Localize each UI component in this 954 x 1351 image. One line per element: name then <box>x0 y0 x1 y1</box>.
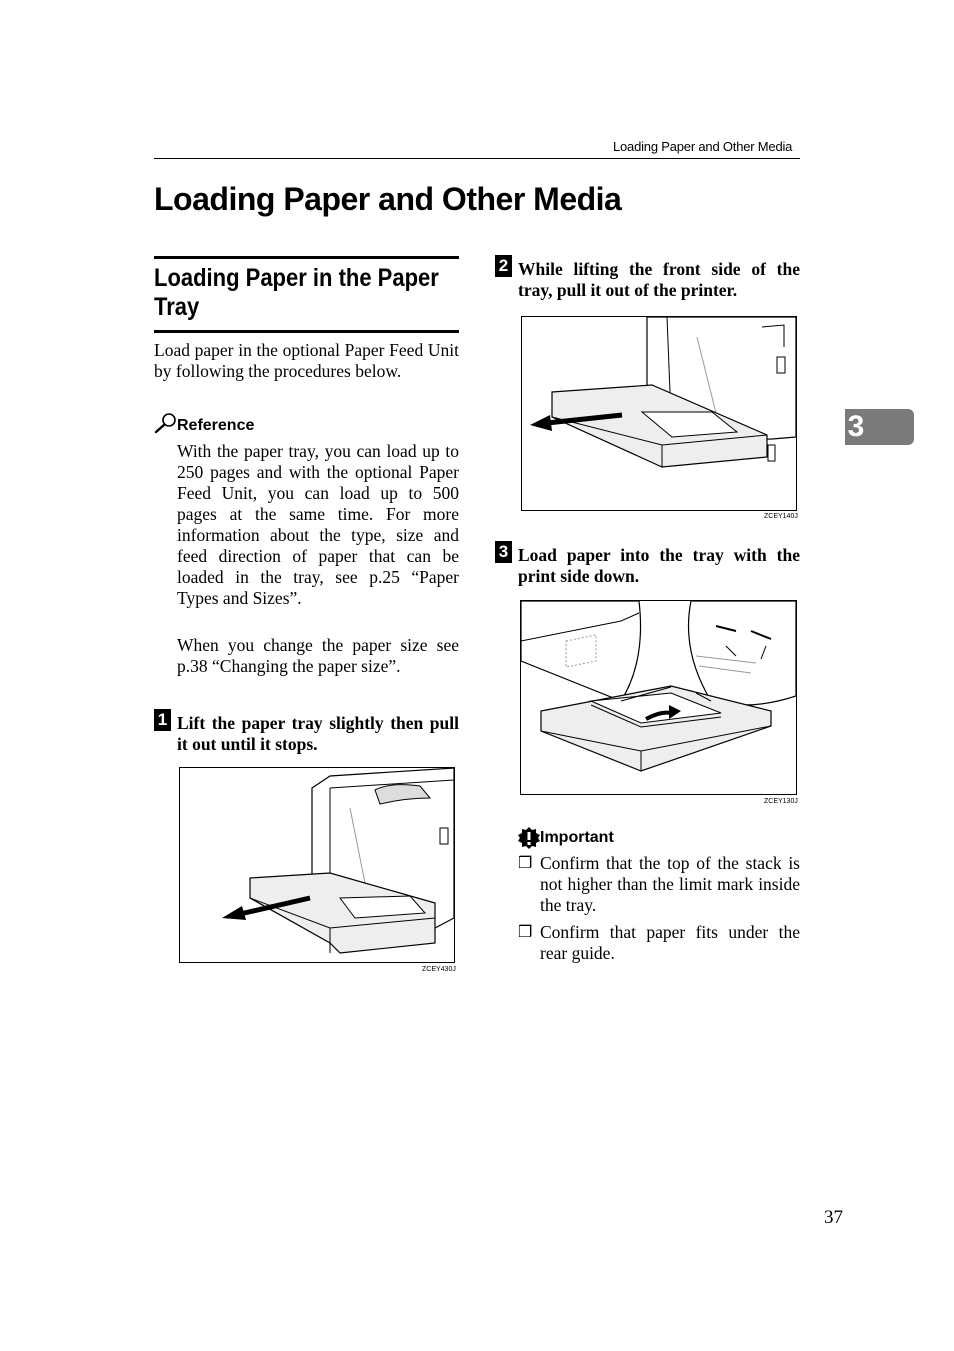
page-number: 37 <box>824 1207 843 1228</box>
checkbox-icon: ❒ <box>518 924 533 941</box>
step-1-figure <box>179 767 455 963</box>
load-paper-illustration <box>521 601 796 794</box>
reference-paragraph-1: With the paper tray, you can load up to 250 pages and with the optional Paper Feed Unit, you can load up to 500 pages at the same time. For more information about the type, size and feed direction of paper that can be loaded in the tray, see p.25 “Paper Types and Sizes”. <box>177 441 459 608</box>
section-rule-top <box>154 256 459 259</box>
tray-removal-illustration <box>522 317 796 510</box>
section-intro: Load paper in the optional Paper Feed Unit by following the procedures below. <box>154 340 459 381</box>
step-2-badge: 2 <box>495 255 512 277</box>
reference-paragraph-2: When you change the paper size see p.38 “Changing the paper size”. <box>177 635 459 676</box>
important-item-1: Confirm that the top of the stack is not higher than the limit mark inside the tray. <box>540 853 800 915</box>
section-title: Loading Paper in the Paper Tray <box>154 264 439 321</box>
step-1-figure-code: ZCEY430J <box>422 966 456 973</box>
page-title: Loading Paper and Other Media <box>154 181 622 217</box>
step-1-badge: 1 <box>154 709 171 731</box>
important-item-2: Confirm that paper fits under the rear guide. <box>540 922 800 963</box>
checkbox-icon: ❒ <box>518 855 533 872</box>
step-3-figure-code: ZCEY130J <box>764 798 798 805</box>
step-1-text: Lift the paper tray slightly then pull it out until it stops. <box>177 713 459 754</box>
header-rule <box>154 158 800 159</box>
magnifier-icon <box>154 412 178 434</box>
step-3-text: Load paper into the tray with the print side down. <box>518 545 800 586</box>
printer-tray-pull-illustration <box>180 768 454 962</box>
important-label: Important <box>540 829 614 846</box>
important-icon <box>518 827 540 849</box>
step-2-figure-code: ZCEY140J <box>764 513 798 520</box>
reference-label: Reference <box>177 417 255 434</box>
step-2-figure <box>521 316 797 511</box>
step-3-figure <box>520 600 797 795</box>
running-header: Loading Paper and Other Media <box>613 139 793 154</box>
step-2-text: While lifting the front side of the tray, pull it out of the printer. <box>518 259 800 300</box>
step-3-badge: 3 <box>495 541 512 563</box>
section-rule-bottom <box>154 330 459 333</box>
chapter-tab-number: 3 <box>847 410 865 443</box>
